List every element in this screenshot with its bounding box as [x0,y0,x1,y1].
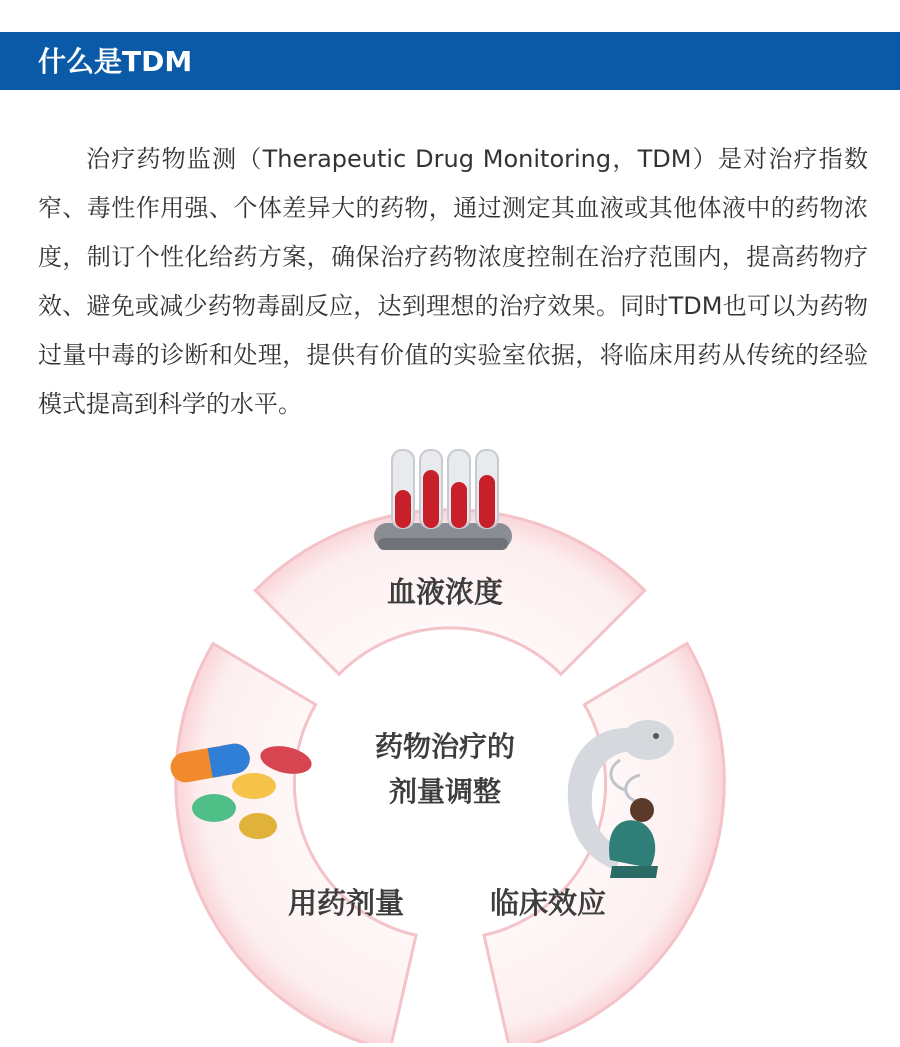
center-text-line2: 剂量调整 [388,775,502,808]
tdm-cycle-diagram [0,430,900,1043]
center-text-line1: 药物治疗的 [374,730,516,763]
section-title: 什么是TDM [38,45,193,78]
segment-label-clinical-effect: 临床效应 [489,886,607,920]
test-tubes-icon [374,450,512,550]
segment-left [176,644,416,1044]
segment-label-dosage: 用药剂量 [287,886,405,920]
tdm-cycle-svg [0,430,900,1043]
intro-paragraph: 治疗药物监测（Therapeutic Drug Monitoring，TDM）是对治疗指数窄、毒性作用强、个体差异大的药物，通过测定其血液或其他体液中的药物浓度，制订个性化给药方案，确保治疗药物浓度控制在治疗范围内，提高药物疗效、避免或减少药物毒副反应，达到理想的治疗效果。同时TDM也可以为药物过量中毒的诊断和处理，提供有价值的实验室依据，将临床用药从传统的经验模式提高到科学的水平。 [38,145,868,418]
segment-label-blood-concentration: 血液浓度 [386,575,504,609]
